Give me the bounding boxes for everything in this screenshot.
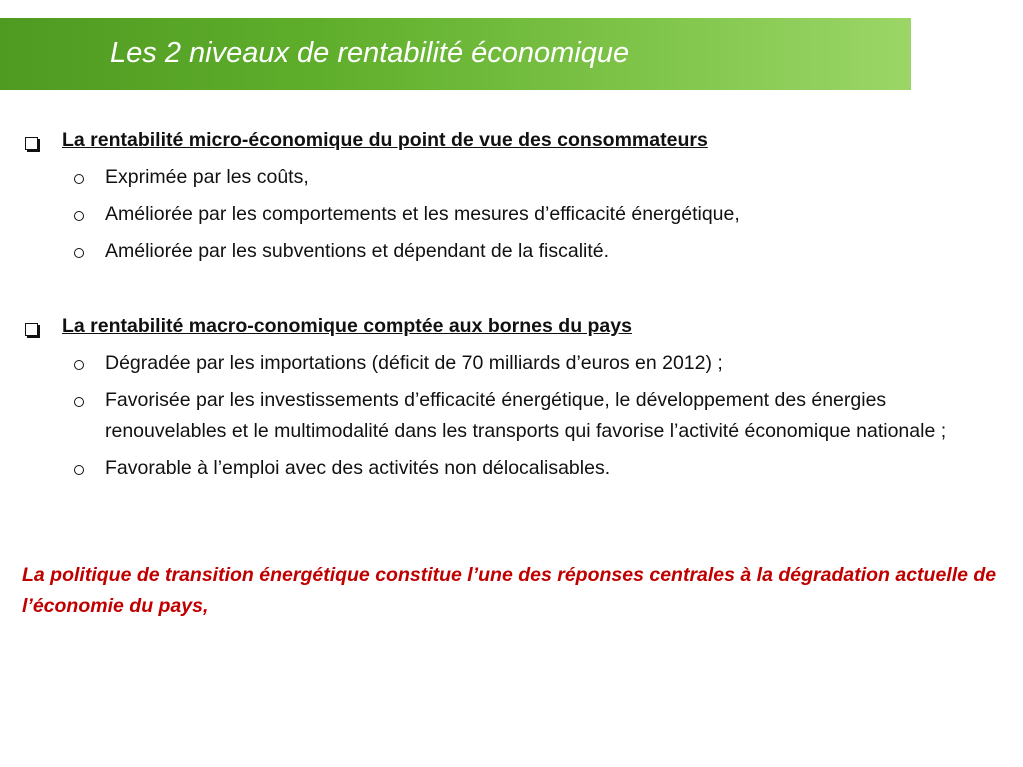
- bullet-list: [0, 348, 1023, 484]
- list-item: [0, 199, 1023, 230]
- circle-icon: [74, 397, 84, 407]
- section-heading: La rentabilité micro-économique du point de vue des consommateurs: [62, 129, 708, 151]
- circle-icon: [74, 465, 84, 475]
- list-item-text: Dégradée par les importations (déficit de 70 milliards d’euros en 2012) ;: [105, 352, 723, 374]
- list-item-text: Favorisée par les investissements d’efficacité énergétique, le développement des énergies renouvelables et le multimodalité dans les transports qui favorise l’activité économique nationale ;: [105, 389, 947, 442]
- section-heading: La rentabilité macro-conomique comptée aux bornes du pays: [62, 315, 632, 337]
- slide-title: Les 2 niveaux de rentabilité économique: [110, 37, 630, 69]
- list-item-text: Exprimée par les coûts,: [105, 166, 309, 188]
- list-item: [0, 162, 1023, 193]
- section-heading-row: [0, 128, 1023, 160]
- title-bar: [0, 18, 911, 90]
- checkbox-icon: [25, 137, 38, 150]
- list-item: [0, 453, 1023, 484]
- circle-icon: [74, 360, 84, 370]
- checkbox-icon: [25, 323, 38, 336]
- list-item: [0, 385, 1023, 447]
- conclusion-text: La politique de transition énergétique constitue l’une des réponses centrales à la dégradation actuelle de l’économie du pays,: [22, 564, 997, 617]
- section-micro: [0, 128, 1023, 267]
- circle-icon: [74, 211, 84, 221]
- section-heading-row: [0, 314, 1023, 346]
- section-macro: [0, 314, 1023, 484]
- circle-icon: [74, 248, 84, 258]
- list-item-text: Améliorée par les comportements et les mesures d’efficacité énergétique,: [105, 203, 740, 225]
- circle-icon: [74, 174, 84, 184]
- list-item-text: Favorable à l’emploi avec des activités non délocalisables.: [105, 457, 611, 479]
- bullet-list: [0, 162, 1023, 267]
- list-item: [0, 236, 1023, 267]
- list-item-text: Améliorée par les subventions et dépendant de la fiscalité.: [105, 240, 610, 262]
- list-item: [0, 348, 1023, 379]
